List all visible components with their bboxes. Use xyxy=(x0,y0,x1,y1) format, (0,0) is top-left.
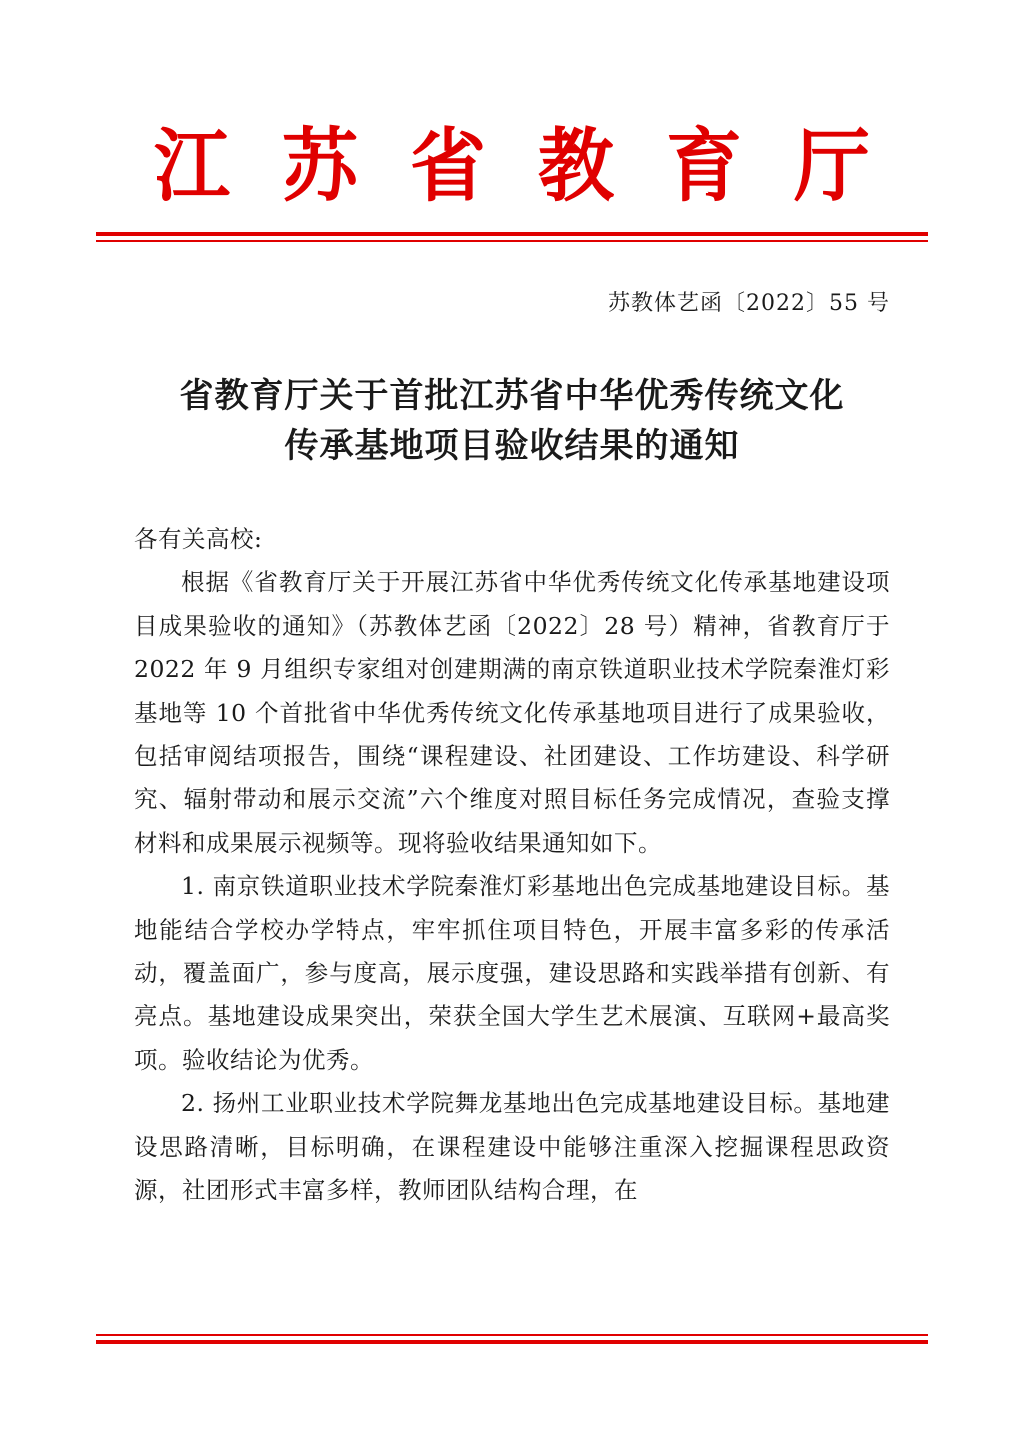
masthead-divider-thick xyxy=(96,232,928,236)
masthead-char: 厅 xyxy=(794,118,870,213)
document-number: 苏教体艺函〔2022〕55 号 xyxy=(608,291,890,316)
masthead-char: 苏 xyxy=(282,118,358,213)
masthead-char: 教 xyxy=(538,118,614,213)
masthead xyxy=(0,118,1024,213)
masthead-divider-thin xyxy=(96,240,928,242)
paragraph: 2. 扬州工业职业技术学院舞龙基地出色完成基地建设目标。基地建设思路清晰，目标明确，在课程建设中能够注重深入挖掘课程思政资源，社团形式丰富多样，教师团队结构合理，在 xyxy=(134,1089,890,1205)
salutation: 各有关高校: xyxy=(134,525,263,553)
paragraph: 根据《省教育厅关于开展江苏省中华优秀传统文化传承基地建设项目成果验收的通知》（苏教体艺函〔2022〕28 号）精神，省教育厅于 2022 年 9 月组织专家组对创建期满的南京铁道职业技术学院秦淮灯彩基地等 10 个首批省中华优秀传统文化传承基地项目进行了成果验收，包括审阅结项报告，围绕“课程建设、社团建设、工作坊建设、科学研究、辐射带动和展示交流”六个维度对照目标任务完成情况，查验支撑材料和成果展示视频等。现将验收结果通知如下。 xyxy=(134,568,890,857)
paragraph: 1. 南京铁道职业技术学院秦淮灯彩基地出色完成基地建设目标。基地能结合学校办学特点，牢牢抓住项目特色，开展丰富多彩的传承活动，覆盖面广，参与度高，展示度强，建设思路和实践举措有创新、有亮点。基地建设成果突出，荣获全国大学生艺术展演、互联网+最高奖项。验收结论为优秀。 xyxy=(134,872,890,1074)
document-body xyxy=(134,518,890,1213)
document-title-line-1: 省教育厅关于首批江苏省中华优秀传统文化 xyxy=(179,376,845,416)
masthead-char: 省 xyxy=(410,118,486,213)
footer-divider-thin xyxy=(96,1334,928,1336)
masthead-char: 江 xyxy=(154,118,230,213)
masthead-char: 育 xyxy=(666,118,742,213)
footer-divider-thick xyxy=(96,1340,928,1344)
document-title-line-2: 传承基地项目验收结果的通知 xyxy=(284,426,740,466)
